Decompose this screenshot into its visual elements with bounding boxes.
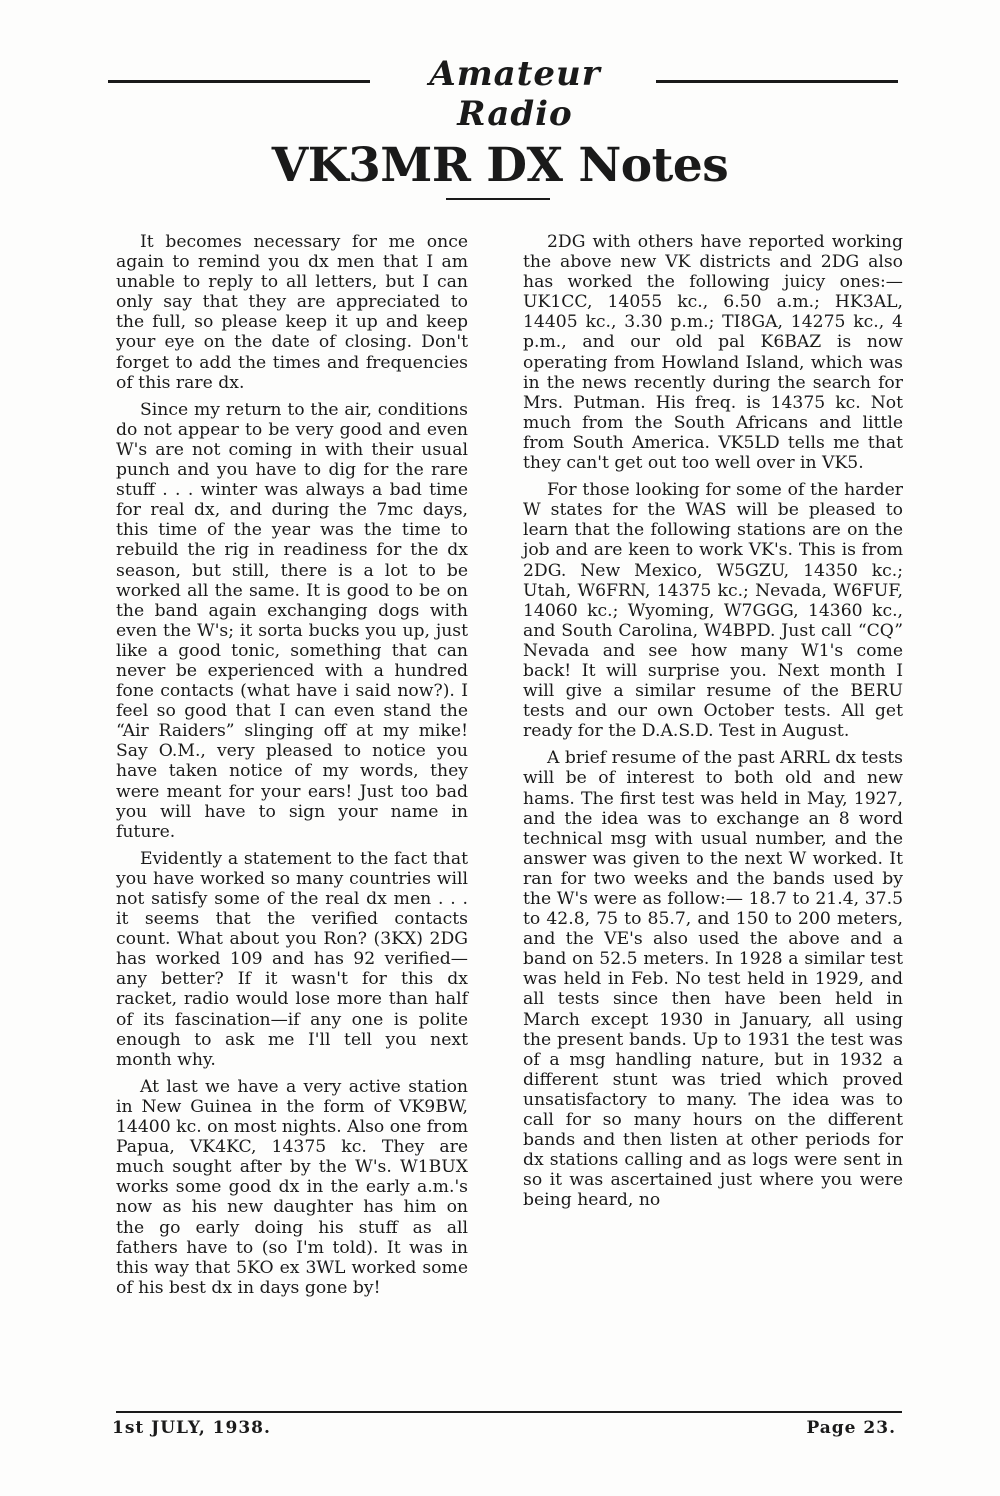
paragraph: 2DG with others have reported working the above new VK districts and 2DG also has worked the following juicy ones:—UK1CC, 14055 kc., 6.50 a.m.; HK3AL, 14405 kc., 3.30 p.m.; TI8GA, 14275 kc., 4 p.m., and our old pal K6BAZ is now operating from Howland Island, which was in the news recently during the search for Mrs. Putman. His freq. is 14375 kc. Not much from the South Africans and little from South America. VK5LD tells me that they can't get out too well over in VK5.: [523, 232, 903, 474]
paragraph: Since my return to the air, conditions do not appear to be very good and even W's are not coming in with their usual punch and you have to dig for the rare stuff . . . winter was always a bad time for real dx, and during the 7mc days, this time of the year was the time to rebuild the rig in readiness for the dx season, but still, there is a lot to be worked all the same. It is good to be on the band again exchanging dogs with even the W's; it sorta bucks you up, just like a good tonic, something that can never be experienced with a hundred fone contacts (what have i said now?). I feel so good that I can even stand the “Air Raiders” slinging off at my mike! Say O.M., very pleased to notice you have taken notice of my words, they were meant for your ears! Just too bad you will have to sign your name in future.: [116, 399, 468, 842]
page-number: Page 23.: [806, 1418, 896, 1438]
article-title: VK3MR DX Notes: [271, 138, 729, 193]
title-underline: [446, 198, 550, 200]
issue-date: 1st JULY, 1938.: [112, 1418, 271, 1438]
paragraph: At last we have a very active station in New Guinea in the form of VK9BW, 14400 kc. on most nights. Also one from Papua, VK4KC, 14375 kc. They are much sought after by the W's. W1BUX works some good dx in the early a.m.'s now as his new daughter has him on the go early doing his stuff as all fathers have to (so I'm told). It was in this way that 5KO ex 3WL worked some of his best dx in days gone by!: [116, 1076, 468, 1298]
paragraph: A brief resume of the past ARRL dx tests will be of interest to both old and new hams. The first test was held in May, 1927, and the idea was to exchange an 8 word technical msg with usual number, and the answer was given to the next W worked. It ran for two weeks and the bands used by the W's were as follow:— 18.7 to 21.4, 37.5 to 42.8, 75 to 85.7, and 150 to 200 meters, and the VE's also used the above and a band on 52.5 meters. In 1928 a similar test was held in Feb. No test held in 1929, and all tests since then have been held in March except 1930 in January, all using the present bands. Up to 1931 the test was of a msg handling nature, but in 1932 a different stunt was tried which proved unsatisfactory to many. The idea was to call for so many hours on the different bands and then listen at other periods for dx stations calling and as logs were sent in so it was ascertained just where you were being heard, no: [523, 748, 903, 1211]
paragraph: For those looking for some of the harder W states for the WAS will be pleased to learn that the following stations are on the job and are keen to work VK's. This is from 2DG. New Mexico, W5GZU, 14350 kc.; Utah, W6FRN, 14375 kc.; Nevada, W6FUF, 14060 kc.; Wyoming, W7GGG, 14360 kc., and South Carolina, W4BPD. Just call “CQ” Nevada and see how many W1's come back! It will surprise you. Next month I will give a similar resume of the BERU tests and our own October tests. All get ready for the D.A.S.D. Test in August.: [523, 480, 903, 742]
left-column: [116, 232, 468, 1305]
paragraph: Evidently a statement to the fact that you have worked so many countries will not satisfy some of the real dx men . . . it seems that the verified contacts count. What about you Ron? (3KX) 2DG has worked 109 and has 92 verified—any better? If it wasn't for this dx racket, radio would lose more than half of its fascination—if any one is polite enough to ask me I'll tell you next month why.: [116, 848, 468, 1070]
masthead-logo: Amateur Radio: [429, 54, 601, 134]
masthead-rule-right: [656, 80, 898, 83]
masthead: [108, 54, 898, 134]
masthead-rule-left: [108, 80, 370, 83]
footer-rule: [116, 1411, 902, 1413]
paragraph: It becomes necessary for me once again to remind you dx men that I am unable to reply to all letters, but I can only say that they are appreciated to the full, so please keep it up and keep your eye on the date of closing. Don't forget to add the times and frequencies of this rare dx.: [116, 232, 468, 393]
right-column: [523, 232, 903, 1218]
